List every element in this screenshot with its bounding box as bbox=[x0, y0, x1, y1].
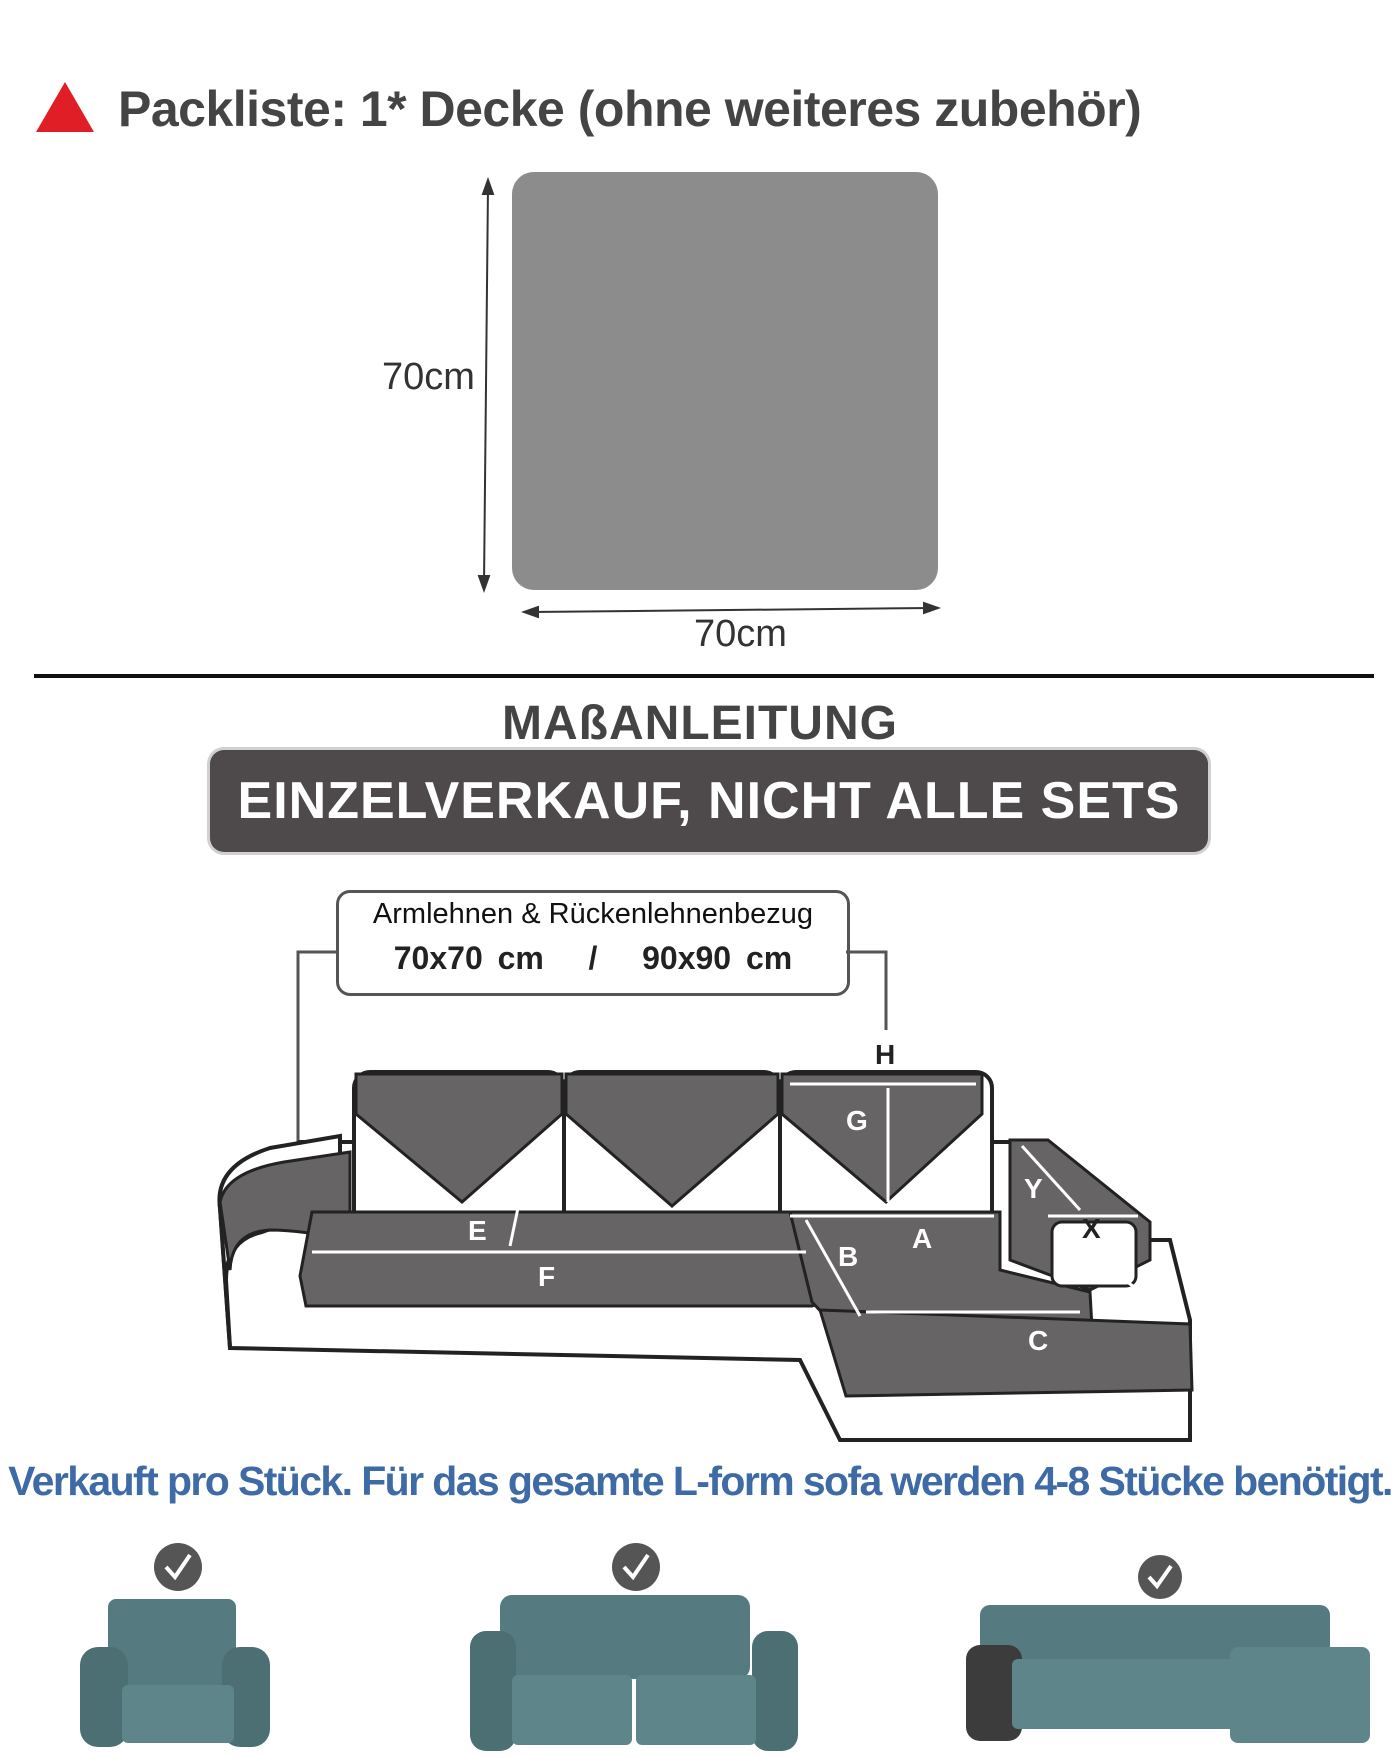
blanket-width-label: 70cm bbox=[694, 613, 787, 655]
label-b: B bbox=[838, 1241, 859, 1272]
label-y: Y bbox=[1024, 1173, 1043, 1204]
label-d: D bbox=[1136, 1275, 1157, 1306]
label-f: F bbox=[538, 1261, 556, 1292]
size-separator: / bbox=[588, 940, 598, 976]
sofa-measurement-diagram bbox=[0, 940, 1400, 1460]
height-arrow bbox=[479, 180, 493, 590]
warning-triangle-icon bbox=[34, 80, 96, 134]
blanket-square bbox=[512, 172, 938, 590]
callout-title: Armlehnen & Rückenlehnenbezug bbox=[372, 898, 814, 930]
label-a: A bbox=[912, 1223, 933, 1254]
size-small: 70x70 cm bbox=[393, 940, 544, 976]
section-divider bbox=[34, 674, 1374, 678]
packing-list-title: Packliste: 1* Decke (ohne weiteres zubehör) bbox=[118, 81, 1142, 137]
blanket-height-label: 70cm bbox=[382, 356, 475, 398]
label-e: E bbox=[468, 1215, 487, 1246]
check-circle-icon bbox=[1138, 1555, 1182, 1599]
sold-per-piece-note: Verkauft pro Stück. Für das gesamte L-form sofa werden 4-8 Stücke benötigt. bbox=[8, 1458, 1392, 1504]
armchair-illustration bbox=[80, 1599, 270, 1747]
check-circle-icon bbox=[154, 1543, 202, 1591]
label-g: G bbox=[846, 1105, 868, 1136]
measurement-guide-title: MAßANLEITUNG bbox=[502, 697, 898, 750]
two-seat-sofa-illustration bbox=[470, 1595, 798, 1751]
label-c: C bbox=[1028, 1325, 1049, 1356]
compatible-sofas bbox=[0, 1535, 1400, 1758]
single-sale-banner-text: EINZELVERKAUF, NICHT ALLE SETS bbox=[237, 772, 1181, 830]
label-x: X bbox=[1082, 1213, 1101, 1244]
label-h: H bbox=[875, 1039, 896, 1070]
blanket-diagram bbox=[0, 150, 1400, 670]
check-circle-icon bbox=[612, 1543, 660, 1591]
size-large: 90x90 cm bbox=[642, 940, 793, 976]
l-shape-sofa-illustration bbox=[966, 1605, 1370, 1743]
